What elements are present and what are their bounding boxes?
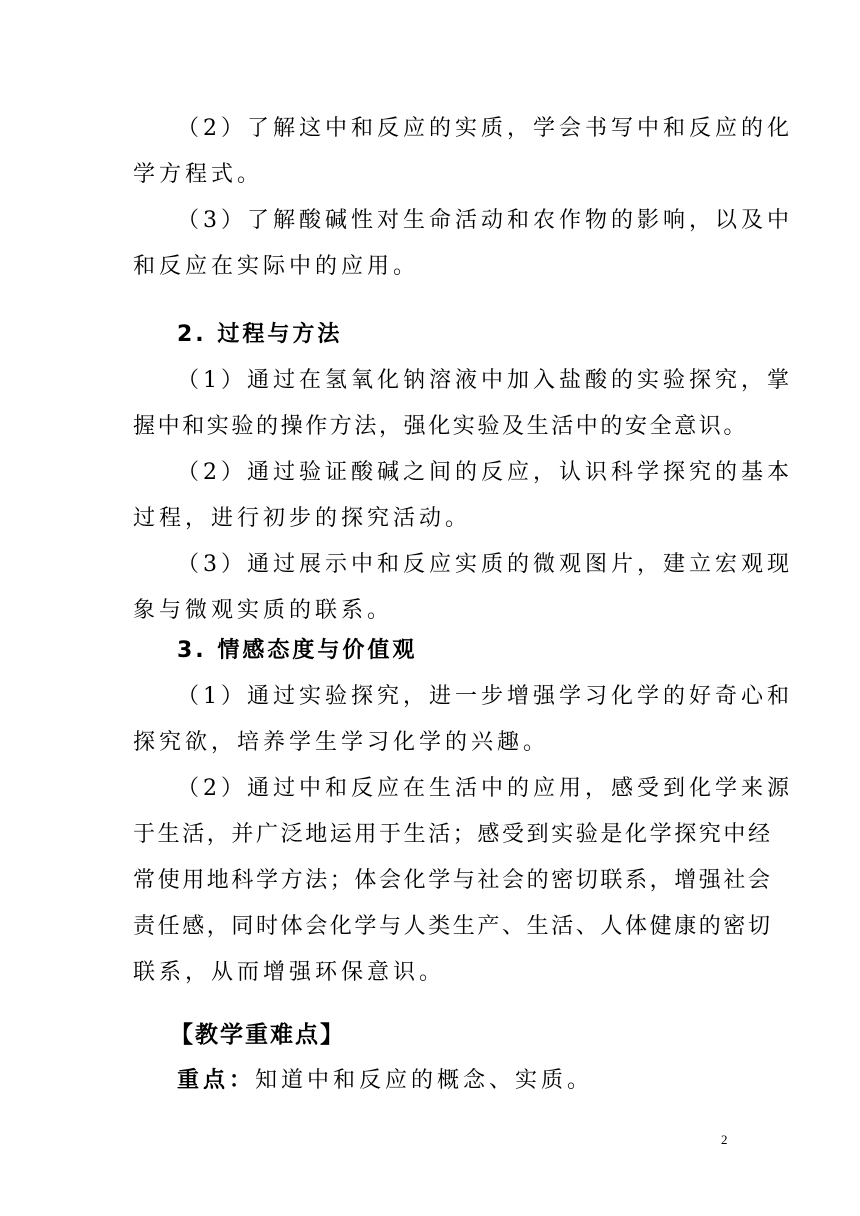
emotion-item-2-line-1: （2）通过中和反应在生活中的应用，感受到化学来源 xyxy=(177,776,793,801)
emotion-item-2-line-2: 于生活，并广泛地运用于生活；感受到实验是化学探究中经 xyxy=(133,822,773,847)
key-points-focus xyxy=(177,1070,593,1092)
page-number: 2 xyxy=(721,1132,728,1147)
emotion-item-1-line-2: 探究欲，培养学生学习化学的兴趣。 xyxy=(133,730,550,755)
process-item-3-line-2: 象与微观实质的联系。 xyxy=(133,598,394,623)
emotion-item-2-line-3: 常使用地科学方法；体会化学与社会的密切联系，增强社会 xyxy=(133,868,773,893)
knowledge-item-2-line-2: 学方程式。 xyxy=(133,162,264,187)
section-heading-emotion: 3. 情感态度与价值观 xyxy=(177,638,418,663)
process-item-3-line-1: （3）通过展示中和反应实质的微观图片，建立宏观现 xyxy=(177,552,793,577)
focus-text: 知道中和反应的概念、实质。 xyxy=(255,1068,594,1093)
emotion-item-2-line-4: 责任感，同时体会化学与人类生产、生活、人体健康的密切 xyxy=(133,914,773,939)
section-heading-key-points: 【教学重难点】 xyxy=(170,1022,345,1048)
emotion-item-1-line-1: （1）通过实验探究，进一步增强学习化学的好奇心和 xyxy=(177,684,793,709)
focus-label: 重点： xyxy=(177,1068,256,1093)
knowledge-item-3-line-2: 和反应在实际中的应用。 xyxy=(133,254,420,279)
process-item-1-line-2: 握中和实验的操作方法，强化实验及生活中的安全意识。 xyxy=(133,414,749,439)
emotion-item-2-line-5: 联系，从而增强环保意识。 xyxy=(133,960,446,985)
process-item-1-line-1: （1）通过在氢氧化钠溶液中加入盐酸的实验探究，掌 xyxy=(177,368,793,393)
process-item-2-line-2: 过程，进行初步的探究活动。 xyxy=(133,506,472,531)
knowledge-item-2-line-1: （2）了解这中和反应的实质，学会书写中和反应的化 xyxy=(177,116,793,141)
process-item-2-line-1: （2）通过验证酸碱之间的反应，认识科学探究的基本 xyxy=(177,460,793,485)
section-heading-process: 2. 过程与方法 xyxy=(177,322,343,347)
knowledge-item-3-line-1: （3）了解酸碱性对生命活动和农作物的影响，以及中 xyxy=(177,208,793,233)
